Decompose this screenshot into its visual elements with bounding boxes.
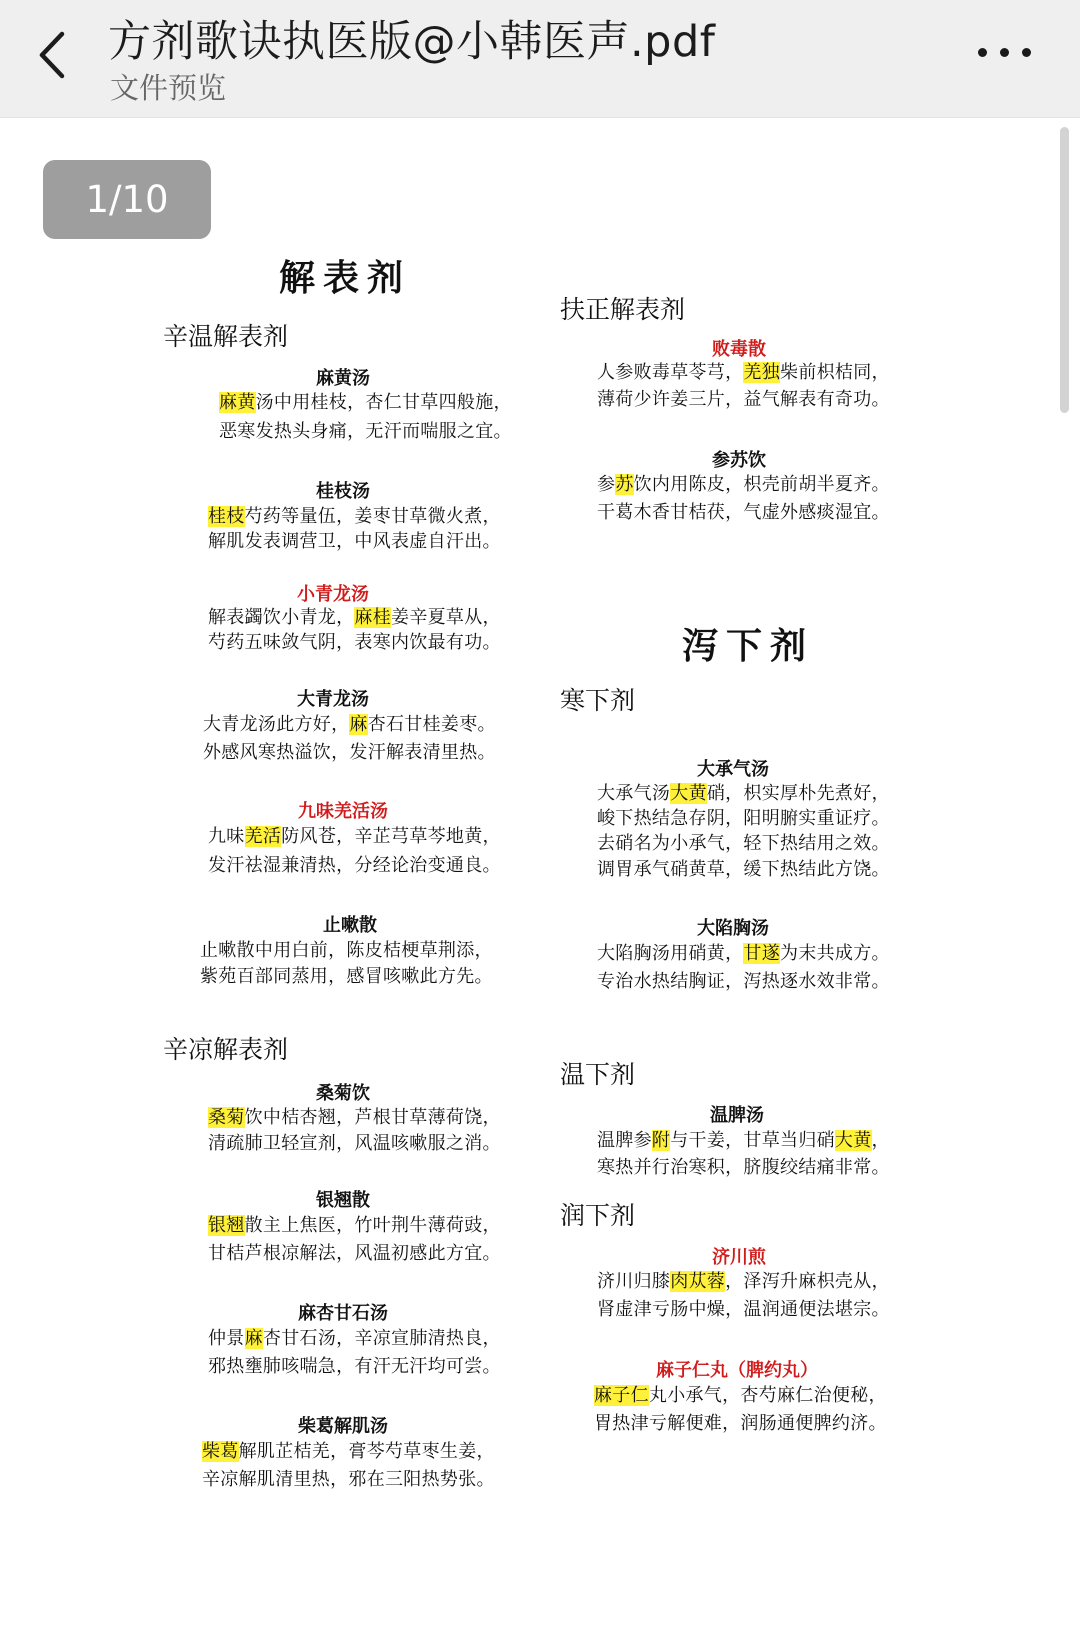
- section-heading: 解表剂: [278, 257, 412, 299]
- verse-line: 大陷胸汤用硝黄，甘遂为末共成方。: [597, 943, 890, 964]
- verse-line: 银翘散主上焦医，竹叶荆牛薄荷豉，: [208, 1215, 501, 1236]
- formula-name: 止嗽散: [323, 915, 377, 936]
- highlight: 大黄: [670, 783, 707, 804]
- verse-line: 肾虚津亏肠中燥，温润通便法堪宗。: [597, 1299, 890, 1320]
- verse-line: 胃热津亏解便难，润肠通便脾约济。: [594, 1413, 887, 1434]
- verse-line: 峻下热结急存阴，阳明腑实重证疗。: [597, 808, 890, 829]
- verse-line: 解肌发表调营卫，中风表虚自汗出。: [208, 531, 501, 552]
- verse-line: 清疏肺卫轻宣剂，风温咳嗽服之消。: [208, 1133, 501, 1154]
- verse-line: 解表蠲饮小青龙，麻桂姜辛夏草从，: [208, 607, 501, 628]
- verse-line: 桑菊饮中桔杏翘，芦根甘草薄荷饶，: [208, 1107, 501, 1128]
- verse-line: 麻子仁丸小承气，杏芍麻仁治便秘，: [594, 1385, 887, 1406]
- verse-line: 人参败毒草苓芎，羌独柴前枳桔同，: [597, 362, 890, 383]
- top-bar: [0, 0, 1080, 118]
- verse-line: 济川归膝肉苁蓉，泽泻升麻枳壳从，: [597, 1271, 890, 1292]
- verse-line: 恶寒发热头身痛，无汗而喘服之宜。: [219, 421, 512, 442]
- page-indicator: 1/10: [43, 160, 211, 239]
- highlight: 麻: [244, 1328, 263, 1349]
- subsection-heading: 温下剂: [560, 1060, 636, 1089]
- verse-line: 辛凉解肌清里热，邪在三阳热势张。: [202, 1469, 495, 1490]
- formula-name: 银翘散: [316, 1190, 370, 1211]
- verse-line: 邪热壅肺咳喘急，有汗无汗均可尝。: [208, 1356, 501, 1377]
- highlight: 大黄: [834, 1130, 872, 1151]
- verse-line: 大青龙汤此方好，麻杏石甘桂姜枣。: [203, 714, 496, 735]
- highlight: 苏: [615, 474, 634, 495]
- verse-line: 专治水热结胸证，泻热逐水效非常。: [597, 971, 890, 992]
- highlight: 附: [651, 1130, 671, 1151]
- highlight: 肉苁蓉: [670, 1271, 726, 1292]
- formula-name: 大陷胸汤: [697, 918, 769, 939]
- highlight: 麻桂: [354, 607, 392, 628]
- more-options-button[interactable]: [970, 30, 1040, 74]
- formula-name: 大青龙汤: [297, 689, 369, 710]
- file-subtitle: 文件预览: [110, 71, 227, 105]
- subsection-heading: 润下剂: [560, 1201, 636, 1230]
- verse-line: 温脾参附与干姜，甘草当归硝大黄，: [597, 1130, 890, 1151]
- formula-name: 温脾汤: [710, 1105, 764, 1126]
- verse-line: 大承气汤大黄硝，枳实厚朴先煮好，: [597, 783, 890, 804]
- highlight: 柴葛: [202, 1441, 239, 1462]
- formula-name: 麻杏甘石汤: [298, 1303, 388, 1324]
- formula-name: 九味羌活汤: [298, 801, 388, 822]
- highlight: 银翘: [208, 1215, 245, 1236]
- verse-line: 参苏饮内用陈皮，枳壳前胡半夏齐。: [597, 474, 890, 495]
- verse-line: 九味羌活防风苍，辛芷芎草芩地黄，: [208, 826, 501, 847]
- highlight: 麻: [349, 714, 368, 735]
- scrollbar[interactable]: [1060, 127, 1069, 413]
- highlight: 羌独: [743, 362, 781, 383]
- section-heading: 泻下剂: [681, 625, 815, 667]
- verse-line: 干葛木香甘桔茯，气虚外感痰湿宜。: [597, 502, 890, 523]
- verse-line: 外感风寒热溢饮，发汗解表清里热。: [203, 742, 496, 763]
- formula-name: 小青龙汤: [297, 584, 369, 605]
- formula-name: 桑菊饮: [316, 1083, 370, 1104]
- formula-name: 麻黄汤: [316, 368, 370, 389]
- formula-name: 桂枝汤: [316, 481, 370, 502]
- highlight: 麻子仁: [594, 1385, 649, 1406]
- subsection-heading: 辛凉解表剂: [163, 1035, 289, 1064]
- verse-line: 止嗽散中用白前，陈皮桔梗草荆添，: [200, 940, 493, 961]
- subsection-heading: 扶正解表剂: [560, 295, 686, 324]
- formula-name: 柴葛解肌汤: [298, 1416, 388, 1437]
- highlight: 桂枝: [208, 506, 245, 527]
- formula-name: 麻子仁丸（脾约丸）: [656, 1360, 818, 1381]
- formula-name: 参苏饮: [712, 450, 766, 471]
- file-title: 方剂歌诀执医版@小韩医声.pdf: [108, 17, 716, 67]
- highlight: 麻黄: [219, 392, 256, 413]
- verse-line: 去硝名为小承气，轻下热结用之效。: [597, 833, 890, 854]
- highlight: 桑菊: [208, 1107, 245, 1128]
- highlight: 羌活: [244, 826, 282, 847]
- formula-name: 济川煎: [712, 1247, 766, 1268]
- verse-line: 甘桔芦根凉解法，风温初感此方宜。: [208, 1243, 501, 1264]
- verse-line: 紫苑百部同蒸用，感冒咳嗽此方先。: [200, 966, 493, 987]
- subsection-heading: 寒下剂: [560, 686, 636, 715]
- formula-name: 大承气汤: [697, 759, 769, 780]
- verse-line: 桂枝芍药等量伍，姜枣甘草微火煮，: [208, 506, 501, 527]
- formula-name: 败毒散: [712, 339, 766, 360]
- verse-line: 调胃承气硝黄草，缓下热结此方饶。: [597, 859, 890, 880]
- chevron-left-icon: [30, 22, 80, 88]
- verse-line: 芍药五味敛气阴，表寒内饮最有功。: [208, 632, 501, 653]
- verse-line: 仲景麻杏甘石汤，辛凉宣肺清热良，: [208, 1328, 501, 1349]
- verse-line: 柴葛解肌芷桔羌，膏芩芍草枣生姜，: [202, 1441, 495, 1462]
- subsection-heading: 辛温解表剂: [163, 322, 289, 351]
- verse-line: 发汗祛湿兼清热，分经论治变通良。: [208, 855, 501, 876]
- highlight: 甘遂: [743, 943, 781, 964]
- verse-line: 寒热并行治寒积，脐腹绞结痛非常。: [597, 1157, 890, 1178]
- back-button[interactable]: [30, 22, 80, 88]
- verse-line: 薄荷少许姜三片，益气解表有奇功。: [597, 389, 890, 410]
- verse-line: 麻黄汤中用桂枝，杏仁甘草四般施，: [219, 392, 512, 413]
